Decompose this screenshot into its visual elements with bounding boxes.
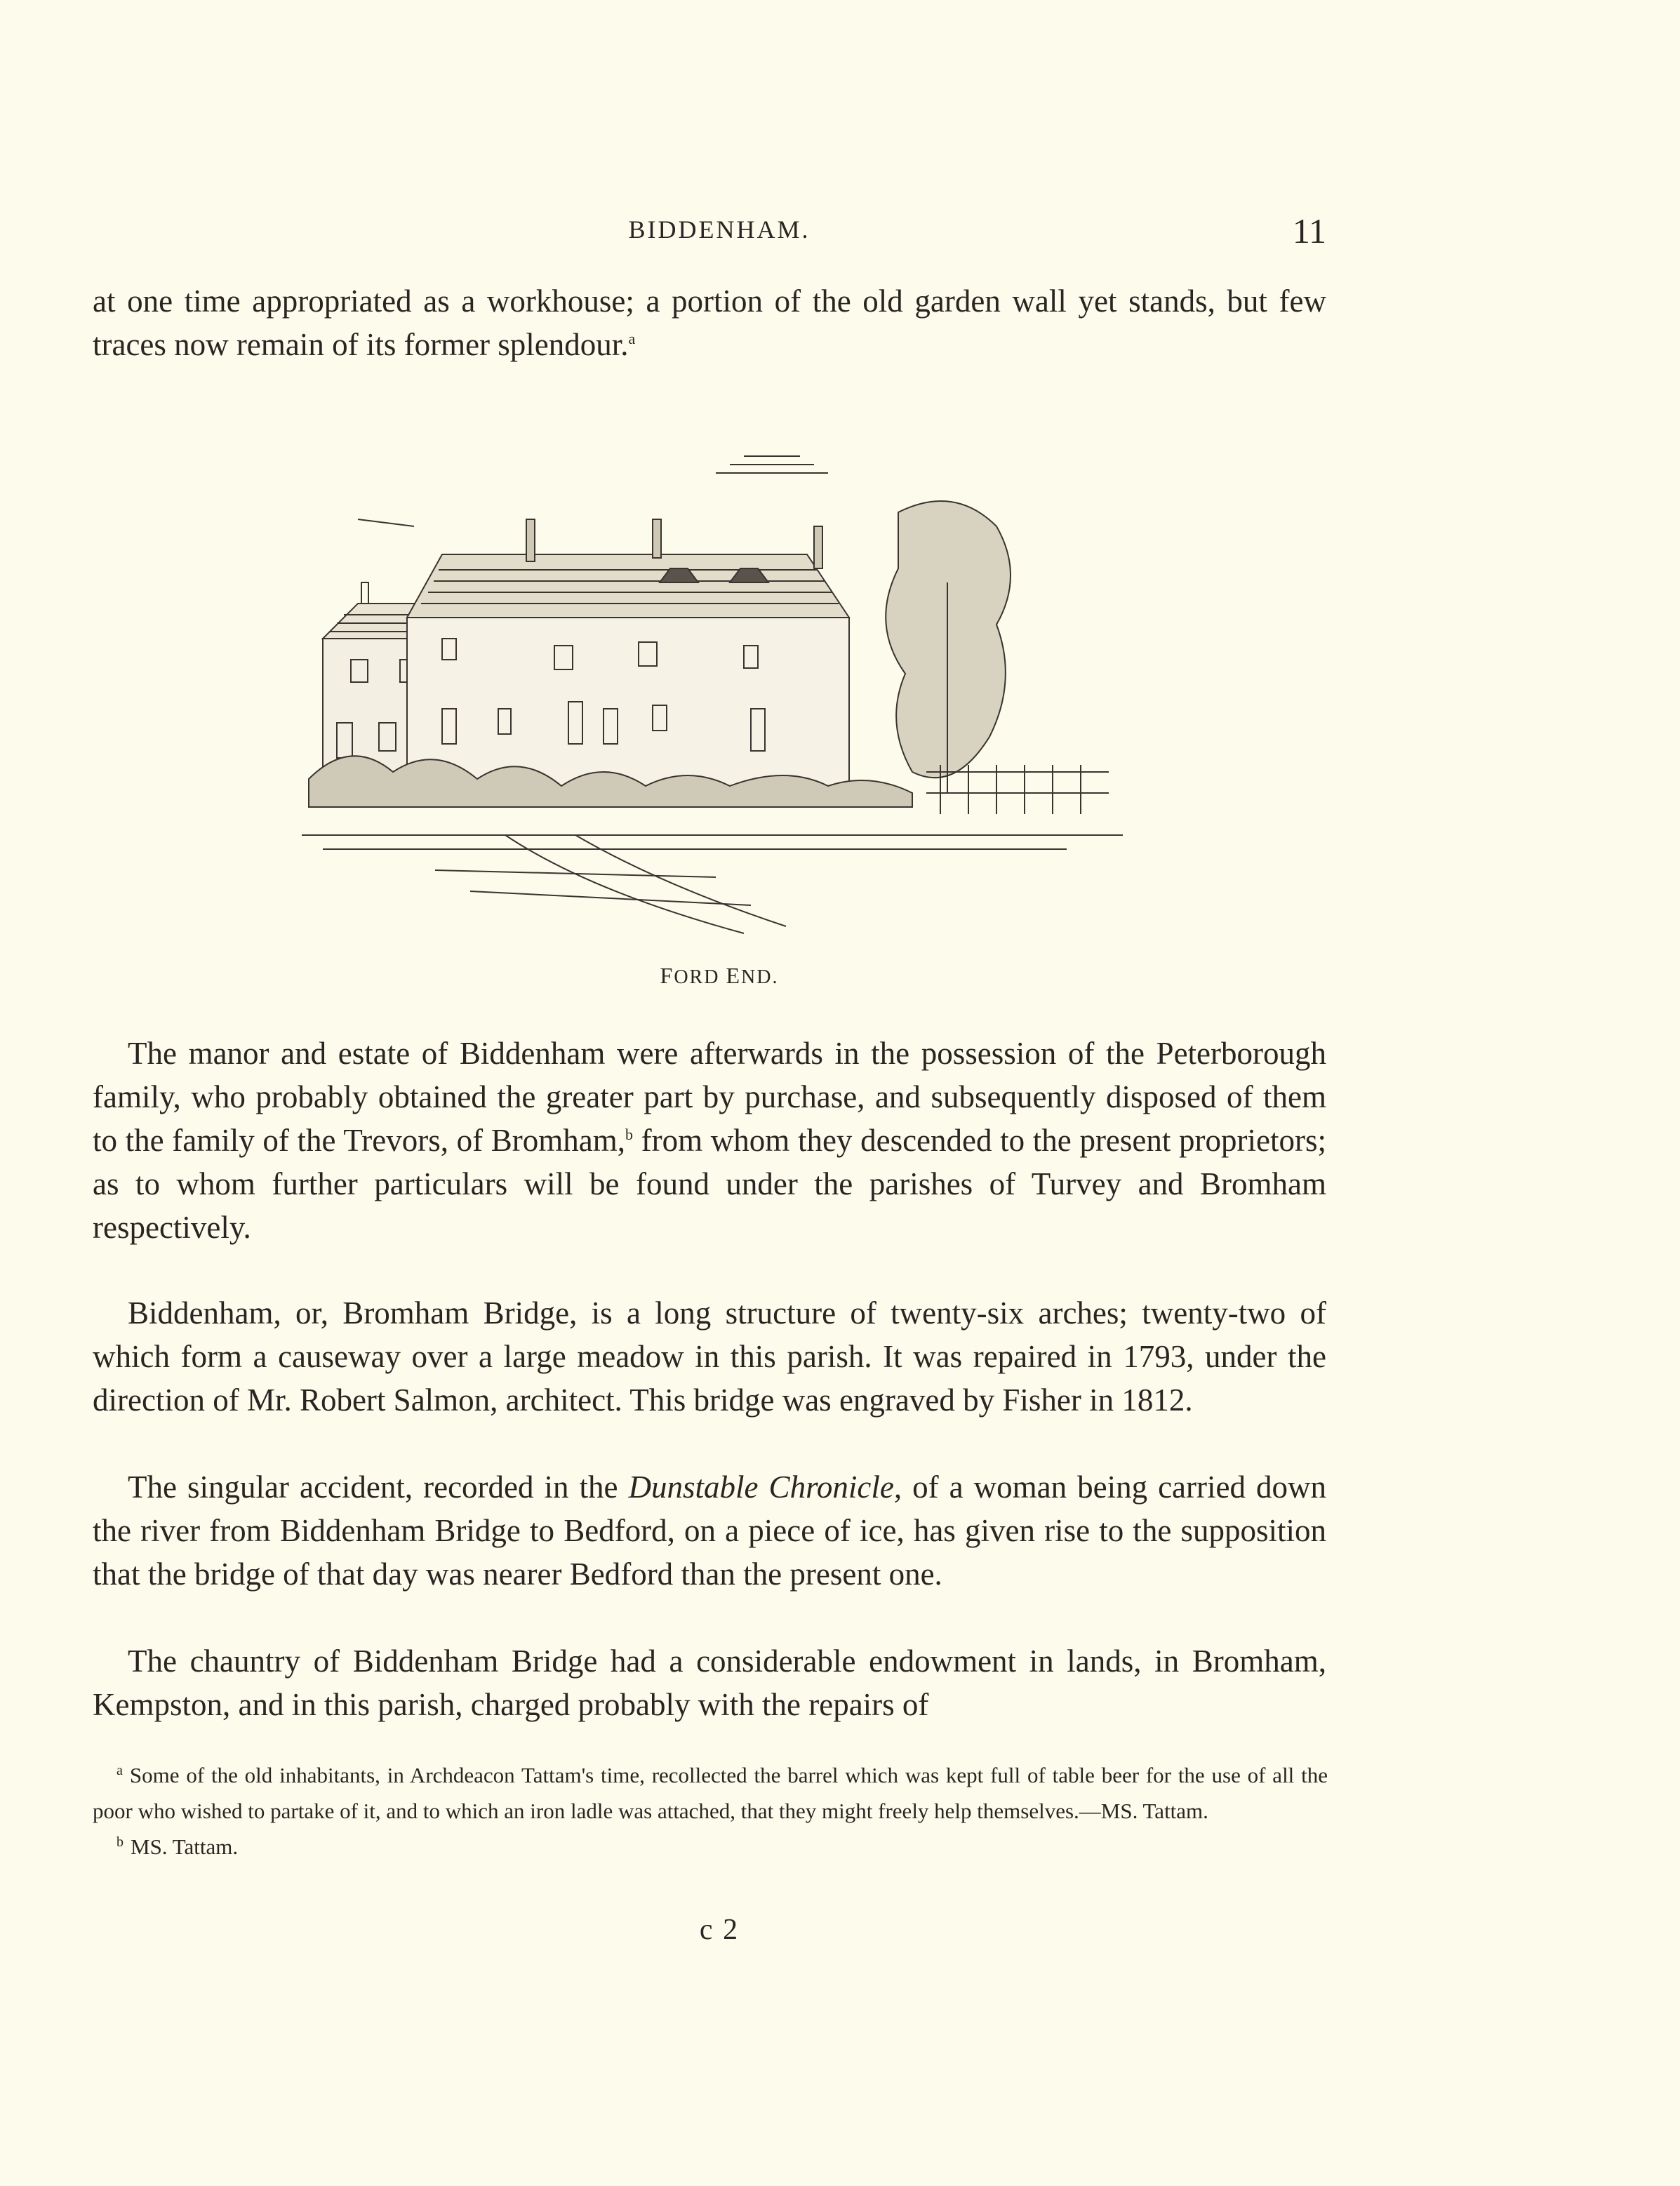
signature-mark: c 2 xyxy=(699,1914,740,1946)
paragraph-bridge: Biddenham, or, Bromham Bridge, is a long structure of twenty-six arches; twenty-two of which form a causeway over a large meadow in this parish. It was repaired in 1793, under the direction of Mr. Robert Salmon, architect. This bridge was engraved by Fisher in 1812. xyxy=(93,1295,1326,1418)
footnote-mark-a: a xyxy=(116,1762,123,1778)
paragraph-text: at one time appropriated as a workhouse; a portion of the old garden wall yet stands, but few traces now remain of its former splendour. xyxy=(93,284,1326,362)
footnote-a xyxy=(93,1757,1328,1829)
caption-word-ord: ORD xyxy=(674,966,720,988)
paragraph-accident xyxy=(93,1465,1326,1596)
house-illustration xyxy=(295,442,1137,947)
paragraph-text: The singular accident, recorded in the xyxy=(128,1469,629,1505)
footnote-b xyxy=(93,1829,1328,1865)
footnote-text: MS. Tattam. xyxy=(131,1834,239,1859)
engraving-ford-end xyxy=(295,442,1137,947)
footnotes xyxy=(93,1757,1328,1865)
paragraph-chauntry: The chauntry of Biddenham Bridge had a considerable endowment in lands, in Bromham, Kempston, and in this parish, charged probably with the repairs of xyxy=(93,1644,1326,1722)
page-number: 11 xyxy=(1292,211,1326,251)
caption-word-nd: ND. xyxy=(741,966,779,988)
paragraph-manor xyxy=(93,1032,1326,1249)
italic-title: Dunstable Chronicle, xyxy=(628,1469,902,1505)
running-title: BIDDENHAM. xyxy=(628,215,811,244)
paragraph-text: from whom they descended to the present proprietors; as to whom further particulars will be found under the parishes of Turvey and Bromham respectively. xyxy=(93,1123,1326,1245)
paragraph-text: of a woman being carried down the river from Biddenham Bridge to Bedford, on a piece of ice, has given rise to the supposition that the bridge of that day was nearer Bedford than the present one. xyxy=(93,1469,1326,1592)
footnote-reference-a[interactable]: a xyxy=(628,330,636,347)
caption-initial-e: E xyxy=(726,963,741,988)
footnote-reference-b[interactable]: b xyxy=(625,1126,634,1143)
running-head xyxy=(0,211,1680,253)
figure-caption xyxy=(0,963,1439,989)
footnote-mark-b: b xyxy=(116,1834,124,1850)
paragraph-text: The manor and estate of Biddenham were afterwards in the possession of the Peterborough family, who probably obtained the greater part by purchase, and subsequently disposed of them to the family of the Trevors, of Bromham, xyxy=(93,1036,1326,1158)
footnote-text: Some of the old inhabitants, in Archdeacon Tattam's time, recollected the barrel which was kept full of table beer for the use of all the poor who wished to partake of it, and to which an iron ladle was attached, that they might freely help themselves.—MS. Tattam. xyxy=(93,1763,1328,1823)
paragraph-continuation xyxy=(93,279,1326,366)
caption-initial-f: F xyxy=(660,963,674,988)
